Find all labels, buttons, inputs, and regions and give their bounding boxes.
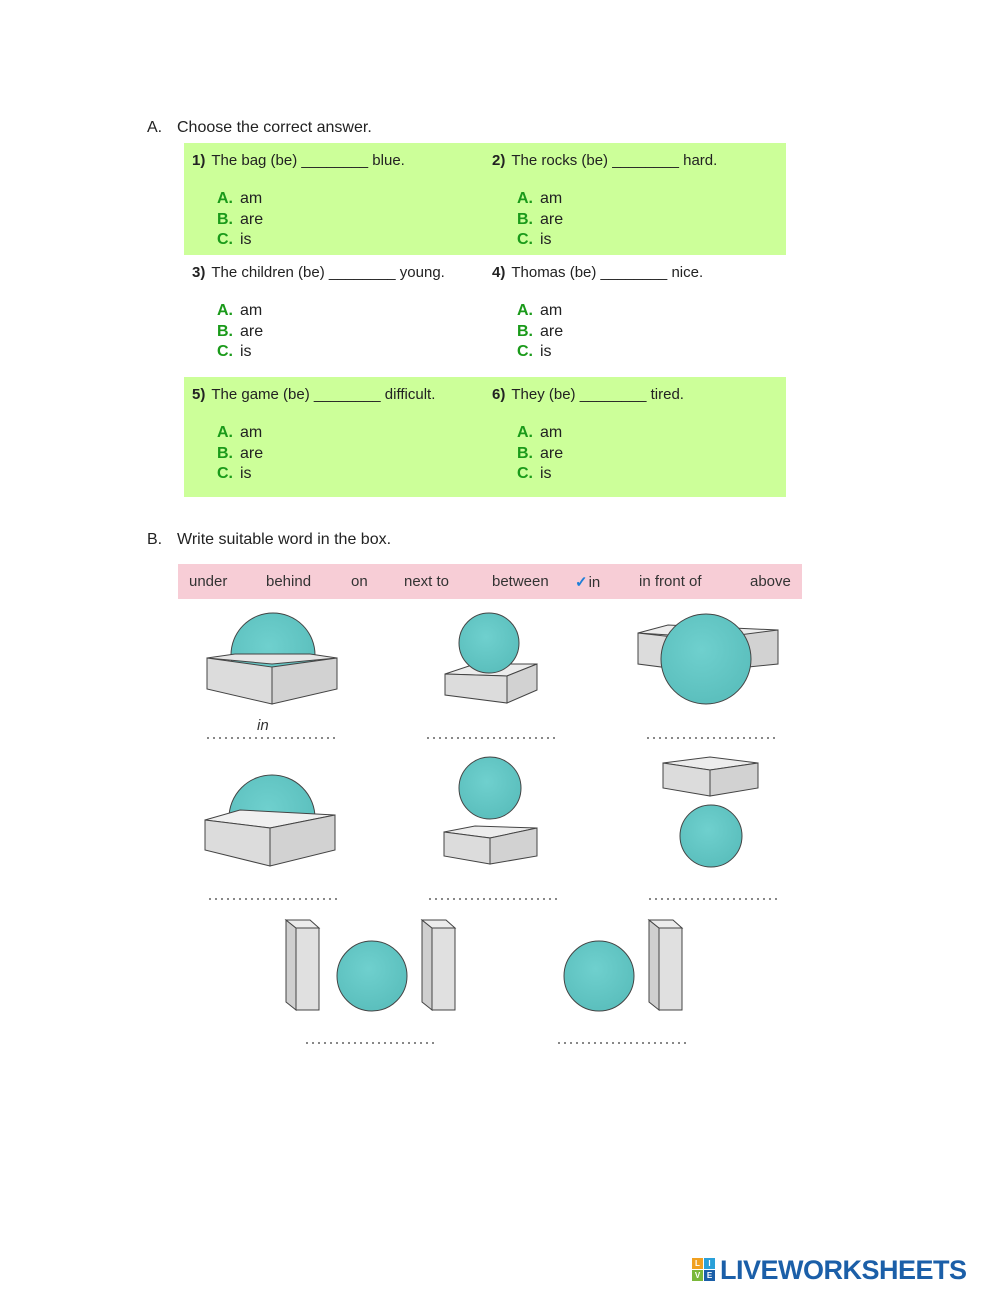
option-c[interactable]: C. is [217,343,252,360]
option-b[interactable]: B. are [217,444,264,462]
liveworksheets-logo [692,1254,967,1286]
part-a-letter: A. [147,119,163,136]
word-on: on [351,573,368,590]
example-answer: in [257,717,269,734]
answer-box-7[interactable] [306,1019,436,1045]
option-a[interactable]: A. am [517,424,563,441]
answer-box-8[interactable] [558,1019,688,1045]
figure-ball-next-to-block [564,920,682,1011]
option-b[interactable]: B. are [217,210,264,228]
question-stem: They (be) ________ tired. [511,386,684,403]
question-stem: Thomas (be) ________ nice. [511,264,704,281]
figure-ball-between-blocks [286,920,455,1011]
figure-ball-in-box [207,613,337,704]
question-number: 6) [492,386,506,403]
option-c[interactable]: C. is [217,231,252,248]
part-a-instruction: Choose the correct answer. [177,119,372,136]
word-between: between [492,573,549,590]
option-c[interactable]: C. is [517,465,552,482]
answer-box-1[interactable] [207,714,337,740]
question-number: 4) [492,264,506,281]
question-number: 1) [192,152,206,169]
word-behind: behind [266,573,312,590]
figure-ball-under-box [663,757,758,867]
answer-box-5[interactable] [429,875,559,901]
figure-ball-above-box [444,757,537,864]
option-a[interactable]: A. am [217,424,263,441]
word-above: above [750,573,791,590]
answer-box-3[interactable] [647,714,777,740]
figure-ball-in-front-of-box [638,614,778,704]
option-b[interactable]: B. are [517,210,564,228]
part-b-letter: B. [147,531,163,548]
word-in: ✓in [575,574,601,591]
option-b[interactable]: B. are [517,444,564,462]
question-stem: The bag (be) ________ blue. [211,152,405,169]
figure-ball-behind-box [205,775,335,866]
answer-box-2[interactable] [427,714,557,740]
option-c[interactable]: C. is [517,343,552,360]
option-a[interactable]: A. am [517,302,563,319]
answer-box-6[interactable] [649,875,779,901]
word-under: under [189,573,228,590]
logo-mark-icon: L I V E [692,1258,716,1282]
word-next-to: next to [404,573,450,590]
figure-ball-on-box [445,613,537,703]
question-stem: The children (be) ________ young. [211,264,445,281]
answer-box-4[interactable] [209,875,339,901]
question-stem: The game (be) ________ difficult. [211,386,436,403]
option-a[interactable]: A. am [517,190,563,207]
word-in-front-of: in front of [639,573,702,590]
option-b[interactable]: B. are [517,322,564,340]
question-stem: The rocks (be) ________ hard. [511,152,718,169]
question-number: 5) [192,386,206,403]
option-a[interactable]: A. am [217,302,263,319]
checkmark-icon: ✓ [575,574,588,591]
option-b[interactable]: B. are [217,322,264,340]
option-a[interactable]: A. am [217,190,263,207]
option-c[interactable]: C. is [517,231,552,248]
option-c[interactable]: C. is [217,465,252,482]
question-number: 3) [192,264,206,281]
logo-text: LIVEWORKSHEETS [720,1254,967,1285]
question-number: 2) [492,152,506,169]
part-b-instruction: Write suitable word in the box. [177,531,392,548]
